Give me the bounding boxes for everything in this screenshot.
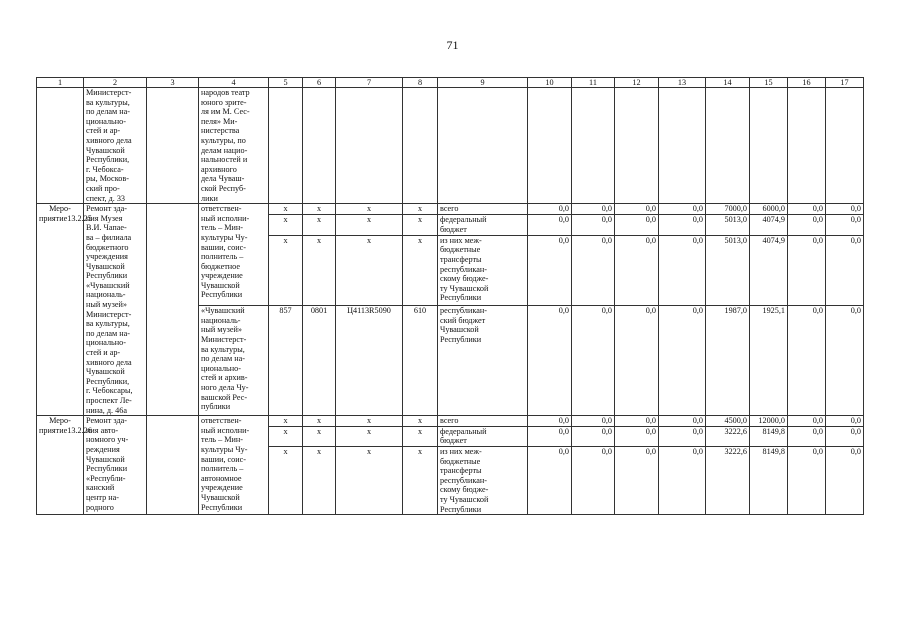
cell-executor [199,416,269,515]
cell-measure-name-line: Республики [86,464,128,474]
cell-measure-name-line: «Чувашский [86,280,130,290]
cell-amount: 0,0 [528,215,572,236]
cell-amount: 0,0 [659,426,706,446]
cell-executor-line: учреждение [201,483,243,493]
cell-amount: 0,0 [528,426,572,446]
cell-section: x [303,204,336,215]
cell-empty [788,88,826,204]
cell-measure-name-line: по делам на- [86,107,131,117]
cell-measure-name-line: центр на- [86,492,119,502]
cell-funding-source [438,215,528,236]
cell-expense-group: x [403,235,438,305]
cell-amount: 0,0 [572,215,615,236]
cell-measure-name-line: циональнo- [86,338,126,348]
cell-funding-source [438,306,528,416]
cell-expense-group: x [403,416,438,427]
cell-funding-source-line: федеральный [440,426,487,436]
cell-grbs: x [269,416,303,427]
cell-executor [199,88,269,204]
cell-amount: 0,0 [615,306,659,416]
cell-amount: 0,0 [528,235,572,305]
cell-amount: 0,0 [659,306,706,416]
measure-13-2-25-row [37,204,864,215]
column-number-14: 14 [706,78,750,88]
cell-expense-group: x [403,426,438,446]
cell-funding-source-line: федеральный [440,215,487,225]
cell-measure-name-line: ва – филиала [86,232,132,242]
cell-measure-name-line: спект, д. 33 [86,193,126,203]
cell-empty [615,88,659,204]
cell-funding-source-line: бюджетные [440,456,481,466]
cell-measure-name-line: номного уч- [86,435,129,445]
cell-executor-line: лики [201,193,218,203]
cell-empty [438,88,528,204]
column-number-2: 2 [84,78,147,88]
cell-measure-id [37,88,84,204]
cell-col3 [147,204,199,416]
cell-measure-name-line: стей и ар- [86,126,121,136]
cell-amount: 0,0 [826,306,864,416]
cell-funding-source-line: бюджет [440,224,467,234]
cell-executor-line: учреждение [201,271,243,281]
cell-amount: 4500,0 [706,416,750,427]
cell-executor-line: ва культуры, [201,344,245,354]
cell-executor-line: вашской Рес- [201,392,248,402]
header-row [37,78,864,88]
cell-executor-line: ный исполни- [201,425,250,435]
cell-amount: 0,0 [826,446,864,514]
cell-measure-name [84,416,147,515]
cell-amount: 0,0 [528,416,572,427]
cell-funding-source-line: из них меж- [440,235,482,245]
cell-section: x [303,235,336,305]
cell-funding-source-line: республикан- [440,306,487,316]
cell-target-article: x [336,215,403,236]
cell-target-article: Ц4113R5090 [336,306,403,416]
cell-executor-line: ного дела Чу- [201,382,249,392]
cell-measure-name-line: реждения [86,444,120,454]
column-number-11: 11 [572,78,615,88]
cell-executor-line: полнитель – [201,252,244,262]
column-number-16: 16 [788,78,826,88]
cell-measure-name-line: хивного дела [86,357,132,367]
cell-amount: 0,0 [572,416,615,427]
cell-amount: 0,0 [659,235,706,305]
measure-13-2-26-row [37,416,864,427]
column-number-12: 12 [615,78,659,88]
cell-amount: 0,0 [659,215,706,236]
cell-measure-name [84,88,147,204]
cell-funding-source-line: Республики [440,293,482,303]
cell-measure-id-line: Меро- [49,416,71,426]
cell-empty [826,88,864,204]
cell-executor-line: «Чувашский [201,306,245,316]
cell-empty [303,88,336,204]
cell-grbs: x [269,235,303,305]
cell-amount: 0,0 [788,204,826,215]
cell-funding-source-line: всего [440,416,459,426]
cell-executor-line: вашии, соис- [201,454,247,464]
cell-funding-source-line: Республики [440,334,482,344]
cell-funding-source-line: ский бюджет [440,315,486,325]
cell-executor-line: народов театр [201,88,250,97]
cell-funding-source-line: трансферты [440,255,482,265]
cell-expense-group: x [403,446,438,514]
column-number-13: 13 [659,78,706,88]
cell-amount: 0,0 [826,215,864,236]
cell-executor-line: культуры Чу- [201,444,248,454]
cell-executor [199,306,269,416]
cell-funding-source-line: Чувашской [440,325,479,335]
cell-executor-line: ный исполни- [201,213,250,223]
cell-measure-name-line: г. Чебокса- [86,164,124,174]
cell-amount: 3222,6 [706,426,750,446]
cell-amount: 5013,0 [706,235,750,305]
cell-executor-line: архивного [201,164,237,174]
cell-amount: 0,0 [615,204,659,215]
cell-executor-line: юного зрите- [201,97,247,107]
cell-measure-name-line: канский [86,483,115,493]
cell-measure-name [84,204,147,416]
cell-target-article: x [336,204,403,215]
cell-measure-id-line: Меро- [49,204,71,214]
cell-amount: 0,0 [615,416,659,427]
cell-funding-source-line: всего [440,204,459,214]
cell-executor-line: ской Респуб- [201,183,246,193]
cell-funding-source [438,446,528,514]
cell-amount: 4074,9 [750,235,788,305]
cell-measure-name-line: Чувашской [86,454,125,464]
cell-measure-name-line: Чувашской [86,261,125,271]
cell-empty [750,88,788,204]
cell-expense-group: x [403,215,438,236]
cell-grbs: x [269,204,303,215]
cell-amount: 8149,8 [750,426,788,446]
cell-amount: 0,0 [528,204,572,215]
cell-amount: 0,0 [572,426,615,446]
cell-measure-name-line: циональнo- [86,116,126,126]
budget-table [36,77,864,515]
cell-executor-line: дела Чуваш- [201,174,245,184]
cell-measure-name-line: ский про- [86,183,120,193]
cell-funding-source-line: Республики [440,504,482,514]
cell-measure-id-line: приятие [39,213,68,223]
cell-grbs: x [269,215,303,236]
cell-target-article: x [336,416,403,427]
cell-amount: 7000,0 [706,204,750,215]
column-number-9: 9 [438,78,528,88]
cell-funding-source-line: скому бюдже- [440,274,489,284]
cell-amount: 0,0 [615,446,659,514]
cell-col3 [147,88,199,204]
cell-funding-source-line: республикан- [440,475,487,485]
cell-amount: 1987,0 [706,306,750,416]
cell-measure-name-line: нина, д. 46а [86,405,127,415]
column-number-17: 17 [826,78,864,88]
cell-funding-source-line: бюджетные [440,245,481,255]
cell-measure-name-line: проспект Ле- [86,396,132,405]
cell-executor-line: нистерства [201,126,240,136]
cell-amount: 6000,0 [750,204,788,215]
cell-executor-line: циональнo- [201,363,241,373]
cell-executor-line: тель – Мин- [201,223,243,233]
cell-amount: 0,0 [659,204,706,215]
cell-amount: 0,0 [788,215,826,236]
cell-amount: 0,0 [659,446,706,514]
cell-measure-name-line: ва культуры, [86,319,130,329]
cell-section: x [303,215,336,236]
column-number-5: 5 [269,78,303,88]
cell-expense-group: 610 [403,306,438,416]
cell-amount: 8149,8 [750,446,788,514]
cell-measure-name-line: стей и ар- [86,348,121,358]
column-number-10: 10 [528,78,572,88]
cell-amount: 0,0 [788,306,826,416]
cell-executor-line: тель – Мин- [201,435,243,445]
cell-amount: 0,0 [788,426,826,446]
column-number-1: 1 [37,78,84,88]
cell-measure-name-line: Республики, [86,155,130,165]
cell-target-article: x [336,235,403,305]
cell-executor-line: нальностей и [201,155,248,165]
cell-amount: 0,0 [826,235,864,305]
cell-executor-line: ный музей» [201,325,242,335]
cell-measure-id [37,204,92,416]
cell-measure-name-line: ния авто- [86,425,119,435]
cell-executor-line: публики [201,402,231,412]
cell-expense-group: x [403,204,438,215]
cell-amount: 0,0 [826,204,864,215]
cell-executor-line: Министерст- [201,334,247,344]
cell-section: x [303,426,336,446]
cell-amount: 0,0 [826,416,864,427]
cell-executor-line: пеля» Ми- [201,116,238,126]
cell-amount: 0,0 [572,235,615,305]
cell-amount: 0,0 [572,446,615,514]
cell-executor-line: делам нацио- [201,145,248,155]
cell-measure-name-line: Республики [86,271,128,281]
cell-amount: 4074,9 [750,215,788,236]
cell-measure-name-line: бюджетного [86,242,129,252]
cell-measure-name-line: г. Чебоксары, [86,386,133,396]
column-number-15: 15 [750,78,788,88]
page-number: 71 [446,38,459,52]
cell-executor-line: ответствен- [201,416,242,426]
cell-measure-id-line: 13.2.26 [67,425,92,435]
cell-executor-line: Чувашской [201,280,240,290]
cell-executor-line: ля им М. Сес- [201,107,250,117]
cell-amount: 5013,0 [706,215,750,236]
cell-measure-name-line: «Республи- [86,473,126,483]
cell-funding-source-line: скому бюдже- [440,485,489,495]
cell-empty [403,88,438,204]
cell-grbs: 857 [269,306,303,416]
cell-measure-name-line: родного [86,502,114,512]
cell-measure-name-line: учреждения [86,252,128,262]
cell-grbs: x [269,446,303,514]
cell-empty [659,88,706,204]
cell-amount: 0,0 [788,416,826,427]
cell-measure-name-line: Ремонт зда- [86,416,127,426]
cell-executor-line: стей и архив- [201,373,248,383]
cell-amount: 3222,6 [706,446,750,514]
cell-funding-source [438,426,528,446]
cell-empty [528,88,572,204]
cell-amount: 0,0 [826,426,864,446]
cell-measure-name-line: националь- [86,290,126,300]
cell-funding-source [438,416,528,427]
cell-amount: 12000,0 [750,416,788,427]
cell-funding-source-line: ту Чувашской [440,494,489,504]
cell-funding-source-line: ту Чувашской [440,283,489,293]
cell-amount: 0,0 [659,416,706,427]
cell-measure-name-line: Министерст- [86,88,132,97]
cell-executor-line: по делам на- [201,354,246,364]
cell-empty [572,88,615,204]
cell-empty [706,88,750,204]
cell-amount: 0,0 [572,204,615,215]
cell-amount: 0,0 [615,235,659,305]
cell-executor-line: ответствен- [201,204,242,214]
cell-measure-name-line: В.И. Чапае- [86,223,127,233]
cell-amount: 1925,1 [750,306,788,416]
cell-measure-name-line: Чувашской [86,145,125,155]
cell-measure-name-line: хивного дела [86,135,132,145]
cell-funding-source-line: бюджет [440,436,467,446]
cell-section: x [303,416,336,427]
cell-executor-line: вашии, соис- [201,242,247,252]
cell-executor-line: Республики [201,502,243,512]
cell-amount: 0,0 [615,426,659,446]
cell-amount: 0,0 [528,446,572,514]
cell-measure-name-line: ры, Москов- [86,174,129,184]
column-number-7: 7 [336,78,403,88]
cell-executor-line: бюджетное [201,261,241,271]
cell-funding-source-line: республикан- [440,264,487,274]
column-number-8: 8 [403,78,438,88]
cell-amount: 0,0 [528,306,572,416]
cell-executor-line: культуры, по [201,135,246,145]
cell-executor [199,204,269,306]
cell-empty [336,88,403,204]
column-number-3: 3 [147,78,199,88]
cell-measure-name-line: ния Музея [86,213,123,223]
cell-executor-line: полнитель – [201,464,244,474]
cell-target-article: x [336,446,403,514]
cell-measure-name-line: Ремонт зда- [86,204,127,214]
cell-measure-name-line: Министерст- [86,309,132,319]
cell-amount: 0,0 [615,215,659,236]
cell-measure-name-line: ный музей» [86,300,127,310]
cell-funding-source [438,235,528,305]
cell-executor-line: культуры Чу- [201,232,248,242]
cell-measure-id-line: приятие [39,425,68,435]
cell-grbs: x [269,426,303,446]
cell-measure-name-line: Чувашской [86,367,125,377]
cell-col3 [147,416,199,515]
continuation-row [37,88,864,204]
column-number-6: 6 [303,78,336,88]
cell-section: 0801 [303,306,336,416]
cell-measure-name-line: по делам на- [86,328,131,338]
cell-executor-line: националь- [201,315,241,325]
cell-target-article: x [336,426,403,446]
cell-measure-id [37,416,92,515]
cell-measure-name-line: ва культуры, [86,97,130,107]
cell-executor-line: Республики [201,290,243,300]
cell-funding-source-line: трансферты [440,466,482,476]
cell-funding-source [438,204,528,215]
cell-amount: 0,0 [572,306,615,416]
cell-section: x [303,446,336,514]
cell-executor-line: автономное [201,473,242,483]
cell-funding-source-line: из них меж- [440,446,482,456]
cell-amount: 0,0 [788,235,826,305]
cell-measure-id-line: 13.2.25 [67,213,92,223]
column-number-4: 4 [199,78,269,88]
cell-amount: 0,0 [788,446,826,514]
cell-empty [269,88,303,204]
cell-executor-line: Чувашской [201,492,240,502]
cell-measure-name-line: Республики, [86,376,130,386]
